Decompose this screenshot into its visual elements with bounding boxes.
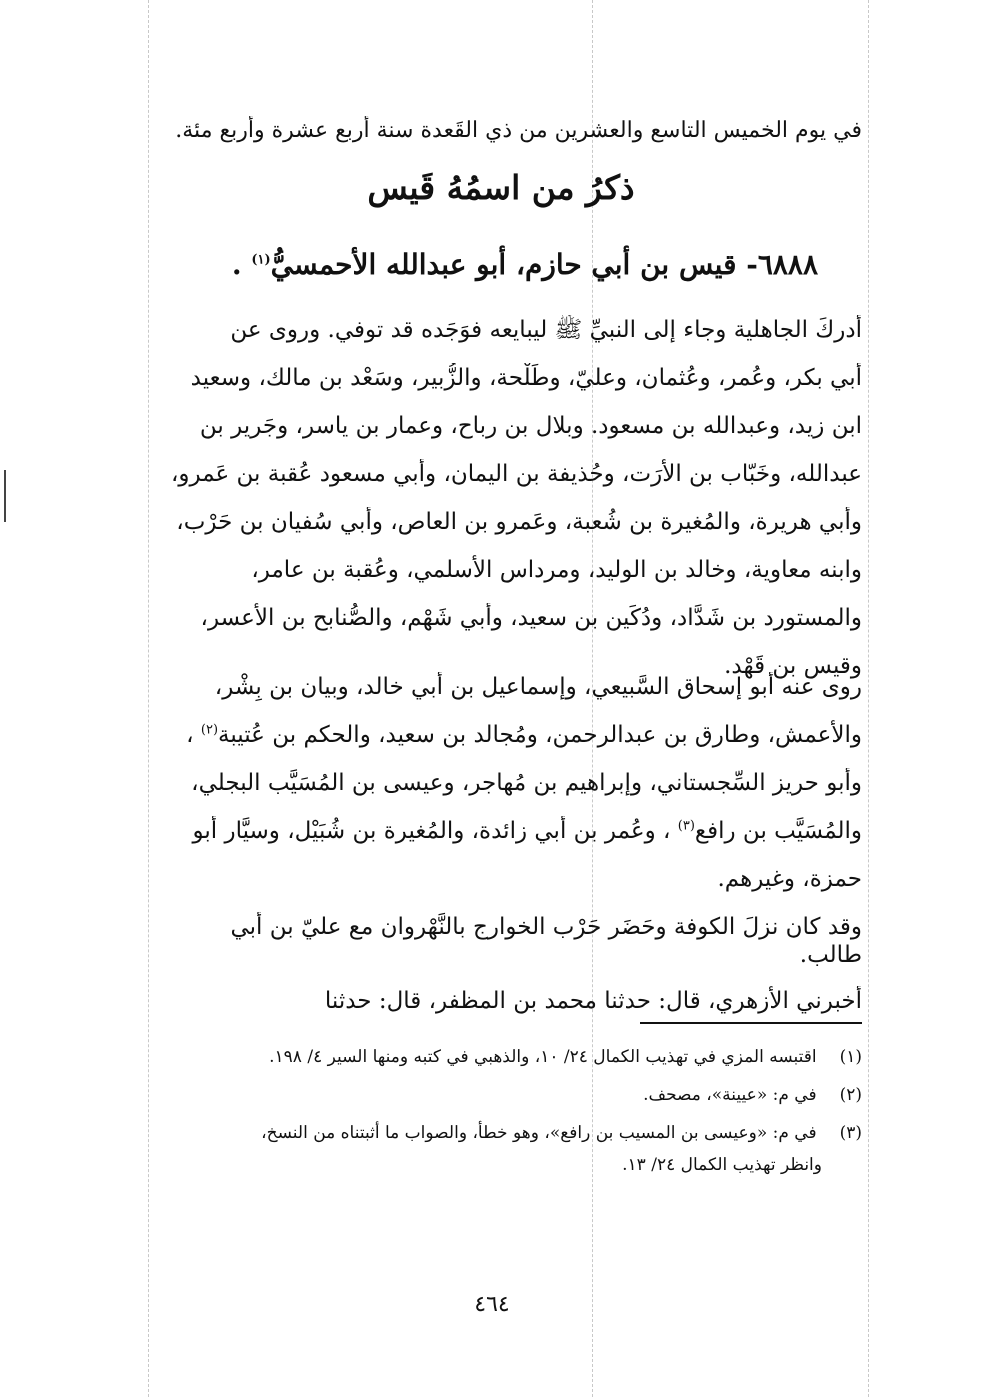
paragraph-1-line-4: عبدالله، وخَبّاب بن الأرَت، وحُذيفة بن اليمان، وأبي مسعود عُقبة بن عَمرو، bbox=[171, 461, 862, 487]
paragraph-3-line-2: طالب. bbox=[799, 942, 862, 968]
footnote-1 bbox=[140, 1046, 862, 1068]
page-number: ٤٦٤ bbox=[474, 1292, 510, 1317]
footnote-separator bbox=[640, 1022, 862, 1024]
scan-artifact-line bbox=[868, 0, 869, 1397]
paragraph-2-line-1: روى عنه أبو إسحاق السَّبيعي، وإسماعيل بن أبي خالد، وبيان بن بِشْر، bbox=[214, 674, 862, 700]
section-title: ذكرُ من اسمُهُ قَيس bbox=[367, 168, 635, 207]
entry-title bbox=[140, 248, 862, 281]
footnote-3-continuation: وانظر تهذيب الكمال ٢٤/ ١٣. bbox=[622, 1155, 822, 1175]
entry-title-tail: . bbox=[231, 248, 252, 281]
footnote-ref-3: (٣) bbox=[677, 818, 695, 834]
paragraph-1-line-6: وابنه معاوية، وخالد بن الوليد، ومرداس الأسلمي، وعُقبة بن عامر، bbox=[251, 557, 862, 583]
paragraph-2-line-4 bbox=[140, 816, 862, 848]
footnote-3-text: في م: «وعيسى بن المسيب بن رافع»، وهو خطأ، والصواب ما أثبتناه من النسخ، bbox=[261, 1123, 817, 1143]
paragraph-1-line-1: أدركَ الجاهلية وجاء إلى النبيِّ ﷺ ليبايعه فوَجَده قد توفي. وروى عن bbox=[230, 317, 862, 343]
paragraph-1-line-2: أبي بكر، وعُمر، وعُثمان، وعليّ، وطَلْحة، والزُّبير، وسَعْد بن مالك، وسعيد bbox=[190, 365, 862, 391]
paragraph-3-line-1: وقد كان نزلَ الكوفة وحَضَر حَرْب الخوارج بالنَّهْروان مع عليّ بن أبي bbox=[230, 914, 862, 940]
paragraph-2-line-4-text: والمُسَيَّب بن رافع bbox=[694, 818, 862, 844]
footnote-2-text: في م: «عيينة»، مصحف. bbox=[643, 1085, 817, 1105]
paragraph-2-line-2-text: والأعمش، وطارق بن عبدالرحمن، ومُجالد بن سعيد، والحكم بن عُتيبة bbox=[218, 722, 862, 748]
footnote-ref-2: (٢) bbox=[200, 722, 219, 738]
footnote-1-number: (١) bbox=[839, 1047, 862, 1067]
paragraph-1-line-5: وأبي هريرة، والمُغيرة بن شُعبة، وعَمرو بن العاص، وأبي سُفيان بن حَرْب، bbox=[176, 509, 862, 535]
footnote-2-number: (٢) bbox=[839, 1085, 862, 1105]
footnote-3-number: (٣) bbox=[839, 1123, 862, 1143]
paragraph-2-line-5: حمزة، وغيرهم. bbox=[717, 866, 862, 892]
paragraph-1-line-7: والمستورد بن شَدَّاد، ودُكَين بن سعيد، وأبي شَهْم، والصُّنابح بن الأعسر، bbox=[200, 605, 862, 631]
footnote-3 bbox=[140, 1122, 862, 1144]
paragraph-2-line-2-tail: ، bbox=[186, 722, 201, 748]
footnote-ref-1: (١) bbox=[251, 252, 271, 268]
paragraph-2-line-3: وأبو حريز السِّجستاني، وإبراهيم بن مُهاجر، وعيسى بن المُسَيَّب البجلي، bbox=[191, 770, 862, 796]
footnote-1-text: اقتبسه المزي في تهذيب الكمال ٢٤/ ١٠، والذهبي في كتبه ومنها السير ٤/ ١٩٨. bbox=[269, 1047, 817, 1067]
paragraph-4-line-1: أخبرني الأزهري، قال: حدثنا محمد بن المظفر، قال: حدثنا bbox=[324, 988, 862, 1014]
paragraph-2-line-4-tail: ، وعُمر بن أبي زائدة، والمُغيرة بن شُبَيْل، وسيَّار أبو bbox=[192, 818, 678, 844]
entry-title-text: ٦٨٨٨- قيس بن أبي حازم، أبو عبدالله الأحمسيُّ bbox=[270, 248, 818, 281]
paragraph-1-line-3: ابن زيد، وعبدالله بن مسعود. وبلال بن رباح، وعمار بن ياسر، وجَرير بن bbox=[199, 413, 862, 439]
header-line: في يوم الخميس التاسع والعشرين من ذي القَعدة سنة أربع عشرة وأربع مئة. bbox=[175, 118, 862, 143]
paragraph-1-line-8: وقيس بن قَهْد. bbox=[724, 653, 862, 679]
footnote-2 bbox=[140, 1084, 862, 1106]
scan-edge-mark bbox=[4, 470, 6, 522]
paragraph-2-line-2 bbox=[140, 720, 862, 752]
